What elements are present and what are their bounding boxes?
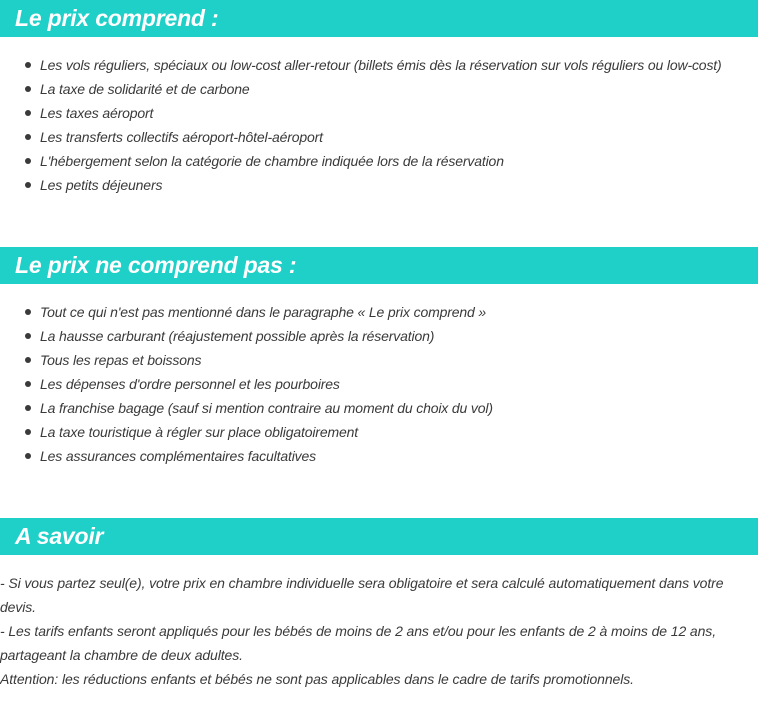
bullet-icon (25, 86, 31, 92)
bullet-icon (25, 357, 31, 363)
section-header-included (0, 0, 758, 37)
bullet-icon (25, 405, 31, 411)
list-item: Tous les repas et boissons (0, 348, 493, 372)
section-title-good-to-know: A savoir (15, 523, 104, 549)
bullet-icon (25, 110, 31, 116)
section-header-good-to-know (0, 518, 758, 555)
included-list (0, 53, 722, 197)
section-header-not-included (0, 247, 758, 284)
bullet-icon (25, 134, 31, 140)
info-paragraph: Attention: les réductions enfants et bébés ne sont pas applicables dans le cadre de tarifs promotionnels. (0, 671, 634, 687)
list-item: Les taxes aéroport (0, 101, 722, 125)
list-item: La hausse carburant (réajustement possible après la réservation) (0, 324, 493, 348)
list-item: Les assurances complémentaires facultatives (0, 444, 493, 468)
info-paragraph: - Si vous partez seul(e), votre prix en chambre individuelle sera obligatoire et sera calculé automatiquement dans votre devis. (0, 575, 724, 615)
bullet-icon (25, 62, 31, 68)
list-item: La taxe touristique à régler sur place obligatoirement (0, 420, 493, 444)
section-title-included: Le prix comprend : (15, 5, 219, 31)
list-item: Les petits déjeuners (0, 173, 722, 197)
list-item: La taxe de solidarité et de carbone (0, 77, 722, 101)
bullet-icon (25, 429, 31, 435)
bullet-icon (25, 309, 31, 315)
bullet-icon (25, 182, 31, 188)
bullet-icon (25, 333, 31, 339)
bullet-icon (25, 381, 31, 387)
bullet-icon (25, 453, 31, 459)
list-item: Les vols réguliers, spéciaux ou low-cost aller-retour (billets émis dès la réservation sur vols réguliers ou low-cost) (0, 53, 722, 77)
list-item: Tout ce qui n'est pas mentionné dans le paragraphe « Le prix comprend » (0, 300, 493, 324)
info-paragraph: - Les tarifs enfants seront appliqués pour les bébés de moins de 2 ans et/ou pour les enfants de 2 à moins de 12 ans, partageant la chambre de deux adultes. (0, 623, 716, 663)
good-to-know-text (0, 571, 758, 691)
list-item: Les dépenses d'ordre personnel et les pourboires (0, 372, 493, 396)
not-included-list (0, 300, 493, 468)
list-item: Les transferts collectifs aéroport-hôtel-aéroport (0, 125, 722, 149)
list-item: L'hébergement selon la catégorie de chambre indiquée lors de la réservation (0, 149, 722, 173)
section-title-not-included: Le prix ne comprend pas : (15, 252, 297, 278)
list-item: La franchise bagage (sauf si mention contraire au moment du choix du vol) (0, 396, 493, 420)
bullet-icon (25, 158, 31, 164)
